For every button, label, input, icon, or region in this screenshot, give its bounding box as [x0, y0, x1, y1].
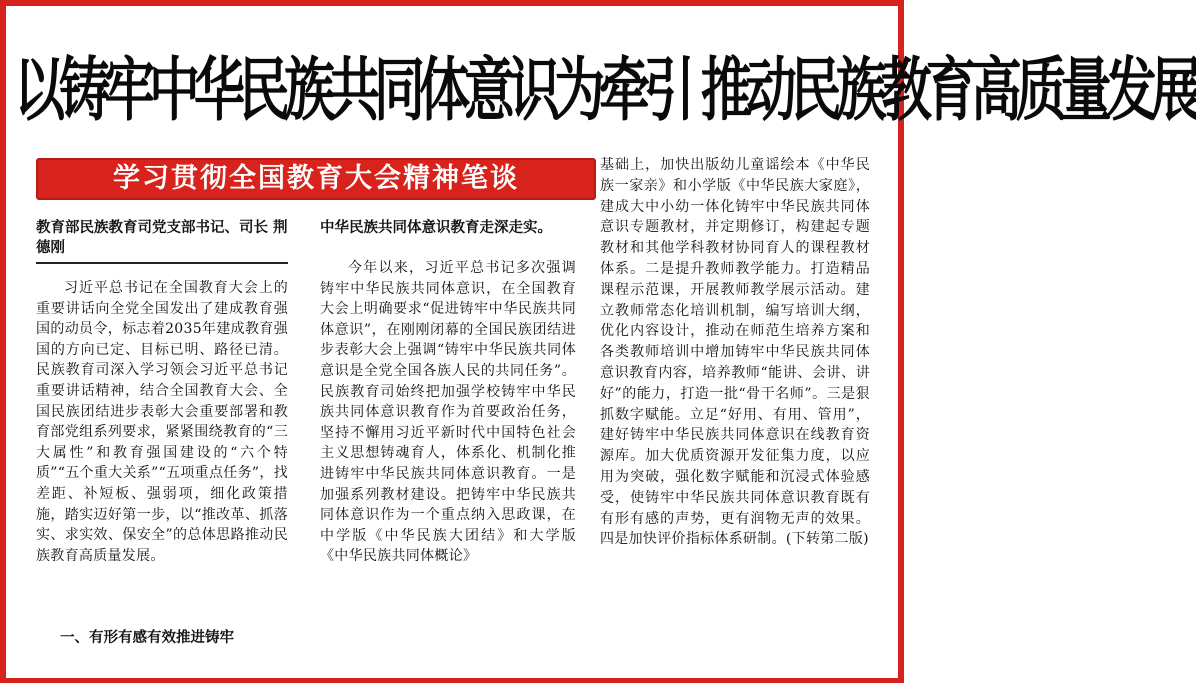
- column-3: [600, 155, 870, 550]
- author-byline: 教育部民族教育司党支部书记、司长 荆德刚: [36, 218, 288, 264]
- section-heading-1: 一、有形有感有效推进铸牢: [60, 630, 234, 646]
- article-headline: 以铸牢中华民族共同体意识为牵引 推动民族教育高质量发展: [14, 51, 1196, 132]
- series-banner: 学习贯彻全国教育大会精神笔谈: [36, 158, 596, 200]
- column-2-paragraph: 今年以来，习近平总书记多次强调铸牢中华民族共同体意识，在全国教育大会上明确要求“促进铸牢中华民族共同体意识”，在刚刚闭幕的全国民族团结进步表彰大会上强调“铸牢中华民族共同体意识是全党全国各族人民的共同任务”。民族教育司始终把加强学校铸牢中华民族共同体意识教育作为首要政治任务，坚持不懈用习近平新时代中国特色社会主义思想铸魂育人，体系化、机制化推进铸牢中华民族共同体意识教育。一是加强系列教材建设。把铸牢中华民族共同体意识作为一个重点纳入思政课，在中学版《中华民族大团结》和大学版《中华民族共同体概论》: [320, 260, 576, 565]
- column-1: [36, 278, 288, 566]
- column-2: [320, 258, 576, 567]
- section-heading-1-continued: 中华民族共同体意识教育走深走实。: [320, 220, 552, 236]
- column-1-paragraph: 习近平总书记在全国教育大会上的重要讲话向全党全国发出了建成教育强国的动员令，标志着2035年建成教育强国的方向已定、目标已明、路径已清。民族教育司深入学习领会习近平总书记重要讲话精神，结合全国教育大会、全国民族团结进步表彰大会重要部署和教育部党组系列要求，紧紧围绕教育的“三大属性”和教育强国建设的“六个特质”“五个重大关系”“五项重点任务”，找差距、补短板、强弱项，细化政策措施，踏实迈好第一步，以“推改革、抓落实、求实效、保安全”的总体思路推动民族教育高质量发展。: [36, 280, 288, 564]
- column-3-paragraph: 基础上，加快出版幼儿童谣绘本《中华民族一家亲》和小学版《中华民族大家庭》，建成大中小幼一体化铸牢中华民族共同体意识专题教材，并定期修订，构建起专题教材和其他学科教材协同育人的课程教材体系。二是提升教师教学能力。打造精品课程示范课，开展教师教学展示活动。建立教师常态化培训机制，编写培训大纲，优化内容设计，推动在师范生培养方案和各类教师培训中增加铸牢中华民族共同体意识教育内容，培养教师“能讲、会讲、讲好”的能力，打造一批“骨干名师”。三是狠抓数字赋能。立足“好用、有用、管用”，建好铸牢中华民族共同体意识在线教育资源库。加大优质资源开发征集力度，以应用为突破，强化数字赋能和沉浸式体验感受，使铸牢中华民族共同体意识教育既有有形有感的声势，更有润物无声的效果。四是加快评价指标体系研制。(下转第二版): [600, 157, 870, 548]
